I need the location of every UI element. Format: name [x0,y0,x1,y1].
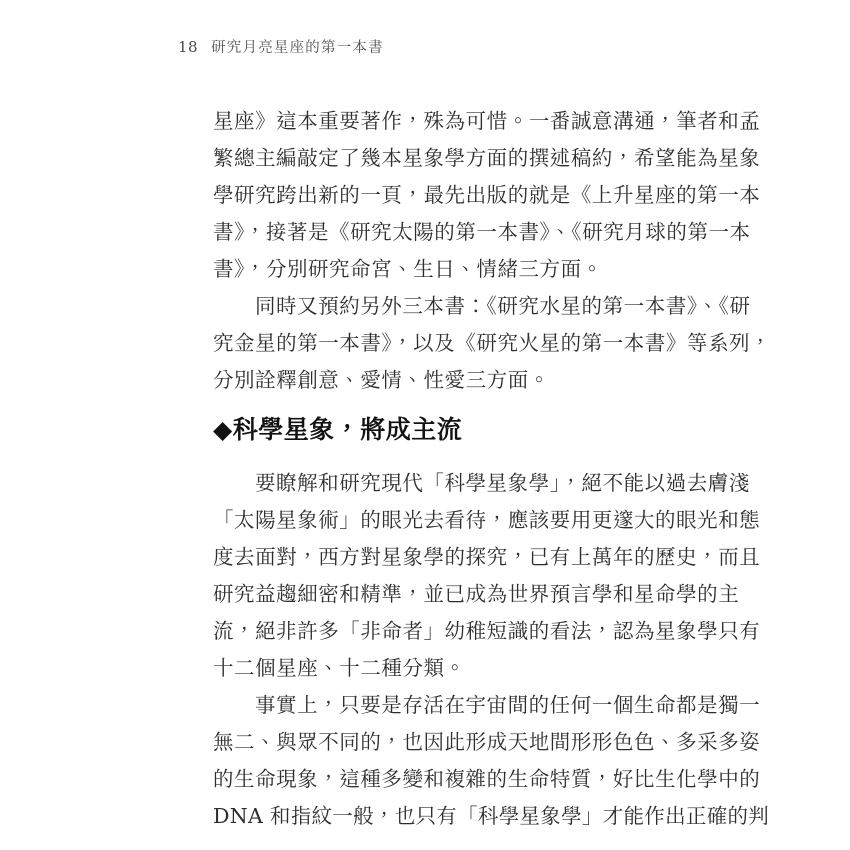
text-line: 要瞭解和研究現代「科學星象學」，絕不能以過去膚淺 [255,471,750,495]
heading-spacer [213,453,641,465]
text-line: 「太陽星象術」的眼光去看待，應該要用更邃大的眼光和態 [213,508,761,532]
running-head-title: 研究月亮星座的第一本書 [211,40,384,56]
text-line: 無二、與眾不同的，也因此形成天地間形形色色、多采多姿 [213,730,761,754]
body-text-block [213,103,772,835]
text-line: 十二個星座、十二種分類。 [213,656,466,680]
text-line: 究金星的第一本書》，以及《研究火星的第一本書》等系列， [213,331,772,355]
paragraph-4 [213,687,770,835]
running-head [178,36,384,57]
paragraph-2 [213,288,772,399]
text-line: 書》，接著是《研究太陽的第一本書》、《研究月球的第一本 [213,220,751,244]
text-line: 的生命現象，這種多變和複雜的生命特質，好比生化學中的 [213,767,761,791]
text-line: 事實上，只要是存活在宇宙間的任何一個生命都是獨一 [255,693,761,717]
text-line: 分別詮釋創意、愛情、性愛三方面。 [213,368,550,392]
page-number: 18 [178,38,199,56]
text-line: 繁總主編敲定了幾本星象學方面的撰述稿約，希望能為星象 [213,146,761,170]
text-line: 學研究跨出新的一頁，最先出版的就是《上升星座的第一本 [213,183,761,207]
text-line: 研究益趨細密和精準，並已成為世界預言學和星命學的主 [213,582,740,606]
text-line: 同時又預約另外三本書：《研究水星的第一本書》、《研 [255,294,751,318]
text-line: 流，絕非許多「非命者」幼稚短識的看法，認為星象學只有 [213,619,761,643]
text-line: 星座》這本重要著作，殊為可惜。一番誠意溝通，筆者和孟 [213,109,761,133]
paragraph-3 [213,465,761,687]
section-heading: ◆科學星象，將成主流 [213,415,463,444]
text-line: 書》，分別研究命宮、生日、情緒三方面。 [213,257,603,281]
paragraph-1 [213,103,761,288]
text-line: 度去面對，西方對星象學的探究，已有上萬年的歷史，而且 [213,545,761,569]
text-line: DNA 和指紋一般，也只有「科學星象學」才能作出正確的判 [213,804,770,828]
